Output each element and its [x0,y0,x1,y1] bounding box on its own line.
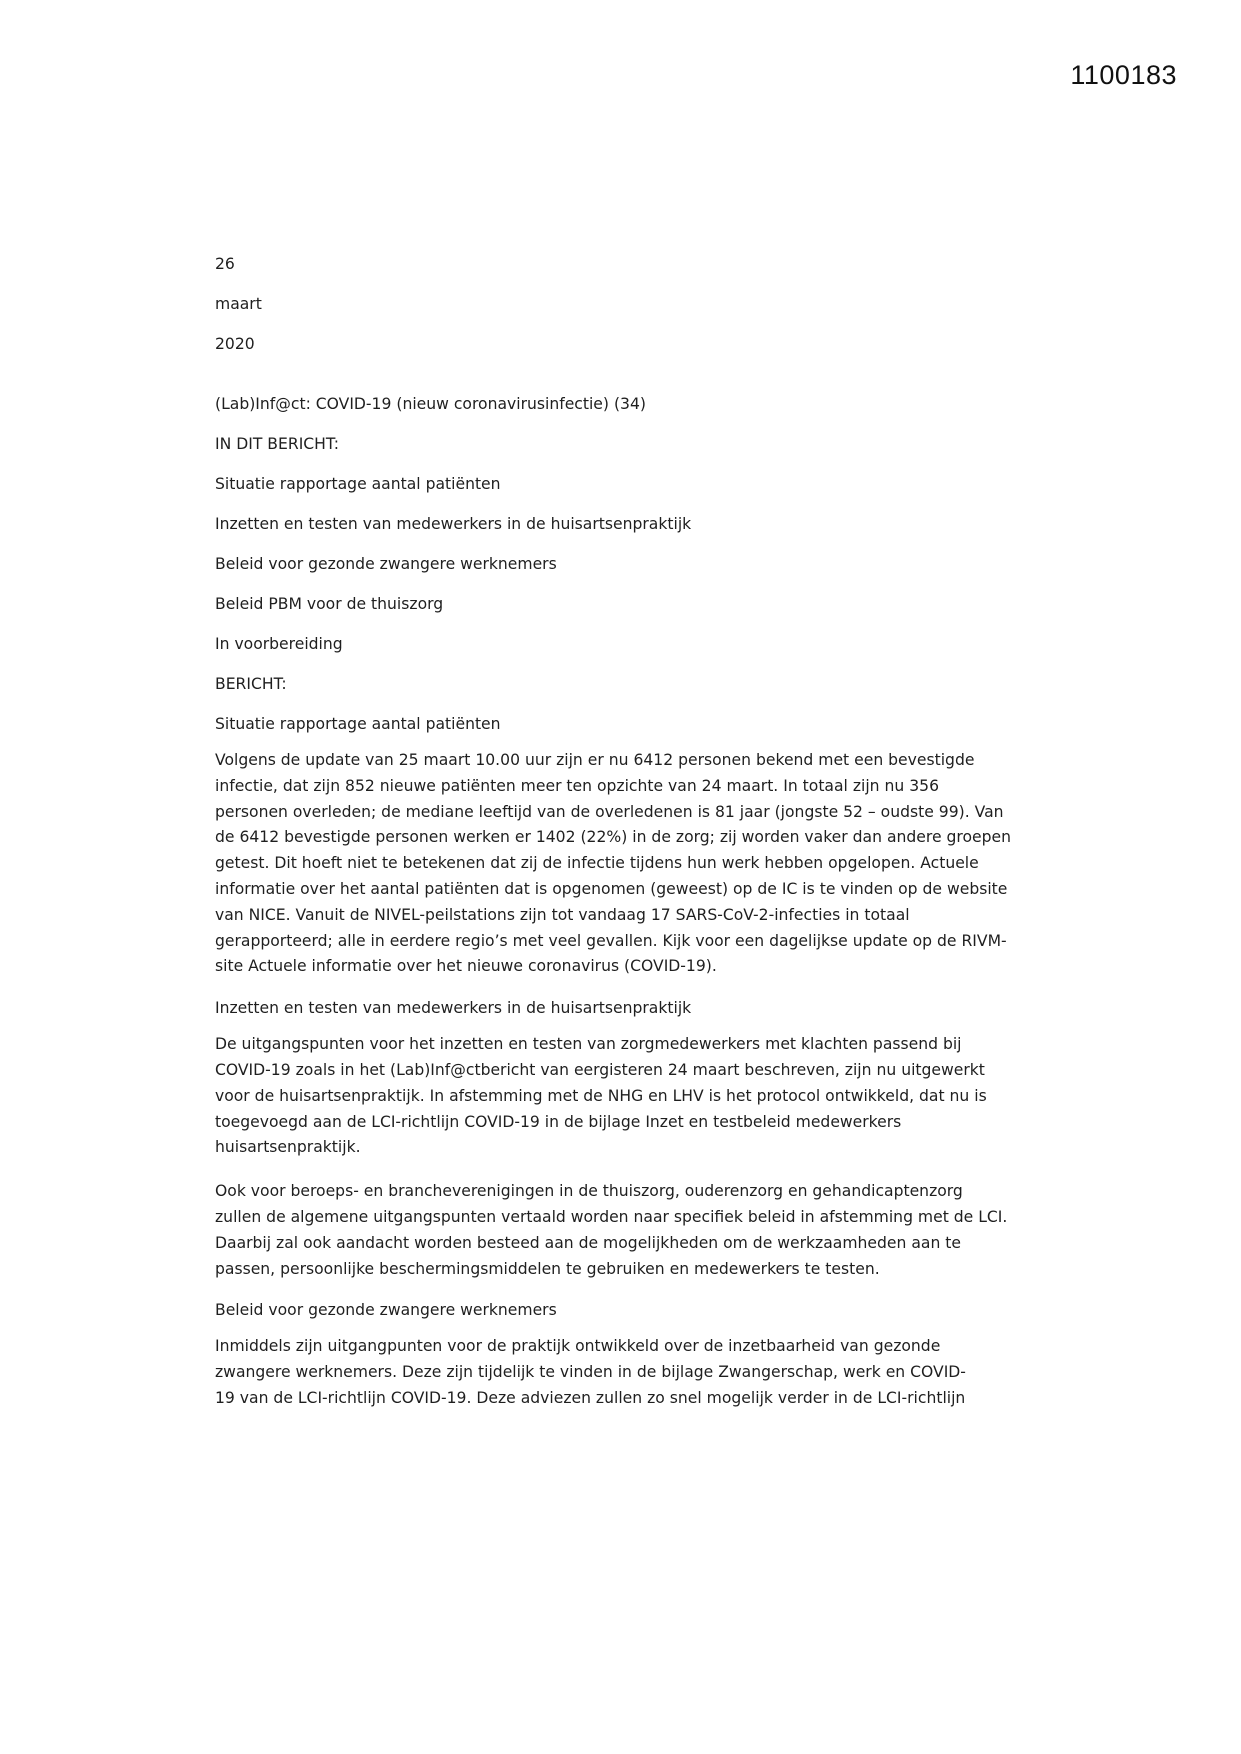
date-year: 2020 [215,335,255,353]
section-pregnant-workers [215,1300,1025,1411]
toc-list [215,474,1025,654]
toc-item: Inzetten en testen van medewerkers in de huisartsenpraktijk [215,515,692,533]
section-paragraph [215,1334,1025,1411]
date-block [215,254,1025,354]
toc-item: Beleid voor gezonde zwangere werknemers [215,555,557,573]
date-month: maart [215,295,262,313]
paragraph-line: Inmiddels zijn uitgangpunten voor de praktijk ontwikkeld over de inzetbaarheid van gezonde [215,1337,941,1356]
paragraph-line: toegevoegd aan de LCI-richtlijn COVID-19 in de bijlage Inzet en testbeleid medewerkers [215,1112,902,1131]
toc-item: Situatie rapportage aantal patiënten [215,475,501,493]
document-title: (Lab)Inf@ct: COVID-19 (nieuw coronavirusinfectie) (34) [215,395,646,413]
paragraph-line: 19 van de LCI-richtlijn COVID-19. Deze adviezen zullen zo snel mogelijk verder in de LCI-richtlijn [215,1388,966,1407]
document-id: 1100183 [1070,60,1177,90]
section-staff-testing [215,998,1025,1282]
date-day: 26 [215,255,235,273]
paragraph-line: voor de huisartsenpraktijk. In afstemming met de NHG en LHV is het protocol ontwikkeld, dat nu is [215,1086,987,1105]
paragraph-line: infectie, dat zijn 852 nieuwe patiënten meer ten opzichte van 24 maart. In totaal zijn nu 356 [215,776,940,795]
paragraph-line: site Actuele informatie over het nieuwe coronavirus (COVID-19). [215,957,717,976]
message-heading: BERICHT: [215,675,287,693]
paragraph-line: De uitgangspunten voor het inzetten en testen van zorgmedewerkers met klachten passend bij [215,1035,962,1054]
paragraph-line: van NICE. Vanuit de NIVEL-peilstations zijn tot vandaag 17 SARS-CoV-2-infecties in totaal [215,905,910,924]
paragraph-line: Ook voor beroeps- en brancheverenigingen in de thuiszorg, ouderenzorg en gehandicaptenzorg [215,1182,963,1201]
section-paragraph [215,1032,1025,1161]
paragraph-line: Daarbij zal ook aandacht worden besteed aan de mogelijkheden om de werkzaamheden aan te [215,1233,962,1252]
paragraph-line: zwangere werknemers. Deze zijn tijdelijk te vinden in de bijlage Zwangerschap, werk en COVID- [215,1363,966,1382]
section-heading: Inzetten en testen van medewerkers in de huisartsenpraktijk [215,999,692,1018]
section-heading: Situatie rapportage aantal patiënten [215,715,501,733]
section-paragraph [215,1179,1025,1282]
page-content [215,254,1025,1422]
section-paragraph [215,748,1025,980]
paragraph-line: Volgens de update van 25 maart 10.00 uur zijn er nu 6412 personen bekend met een bevestigde [215,751,975,769]
paragraph-line: getest. Dit hoeft niet te betekenen dat zij de infectie tijdens hun werk hebben opgelopen. Actuele [215,854,979,873]
paragraph-line: personen overleden; de mediane leeftijd van de overledenen is 81 jaar (jongste 52 – oudste 99). Van [215,802,1004,821]
section-patient-report [215,714,1025,980]
paragraph-line: huisartsenpraktijk. [215,1138,361,1157]
paragraph-line: gerapporteerd; alle in eerdere regio’s met veel gevallen. Kijk voor een dagelijkse update op de RIVM- [215,931,1007,950]
paragraph-line: de 6412 bevestigde personen werken er 1402 (22%) in de zorg; zij worden vaker dan andere groepen [215,828,1011,847]
toc-item: In voorbereiding [215,635,343,653]
section-heading: Beleid voor gezonde zwangere werknemers [215,1301,557,1320]
paragraph-line: COVID-19 zoals in het (Lab)Inf@ctbericht van eergisteren 24 maart beschreven, zijn nu uitgewerkt [215,1060,985,1079]
paragraph-line: informatie over het aantal patiënten dat is opgenomen (geweest) op de IC is te vinden op de website [215,879,1008,898]
toc-item: Beleid PBM voor de thuiszorg [215,595,444,613]
paragraph-line: passen, persoonlijke beschermingsmiddelen te gebruiken en medewerkers te testen. [215,1259,880,1278]
toc-heading: IN DIT BERICHT: [215,435,339,453]
paragraph-line: zullen de algemene uitgangspunten vertaald worden naar specifiek beleid in afstemming met de LCI. [215,1207,1008,1226]
